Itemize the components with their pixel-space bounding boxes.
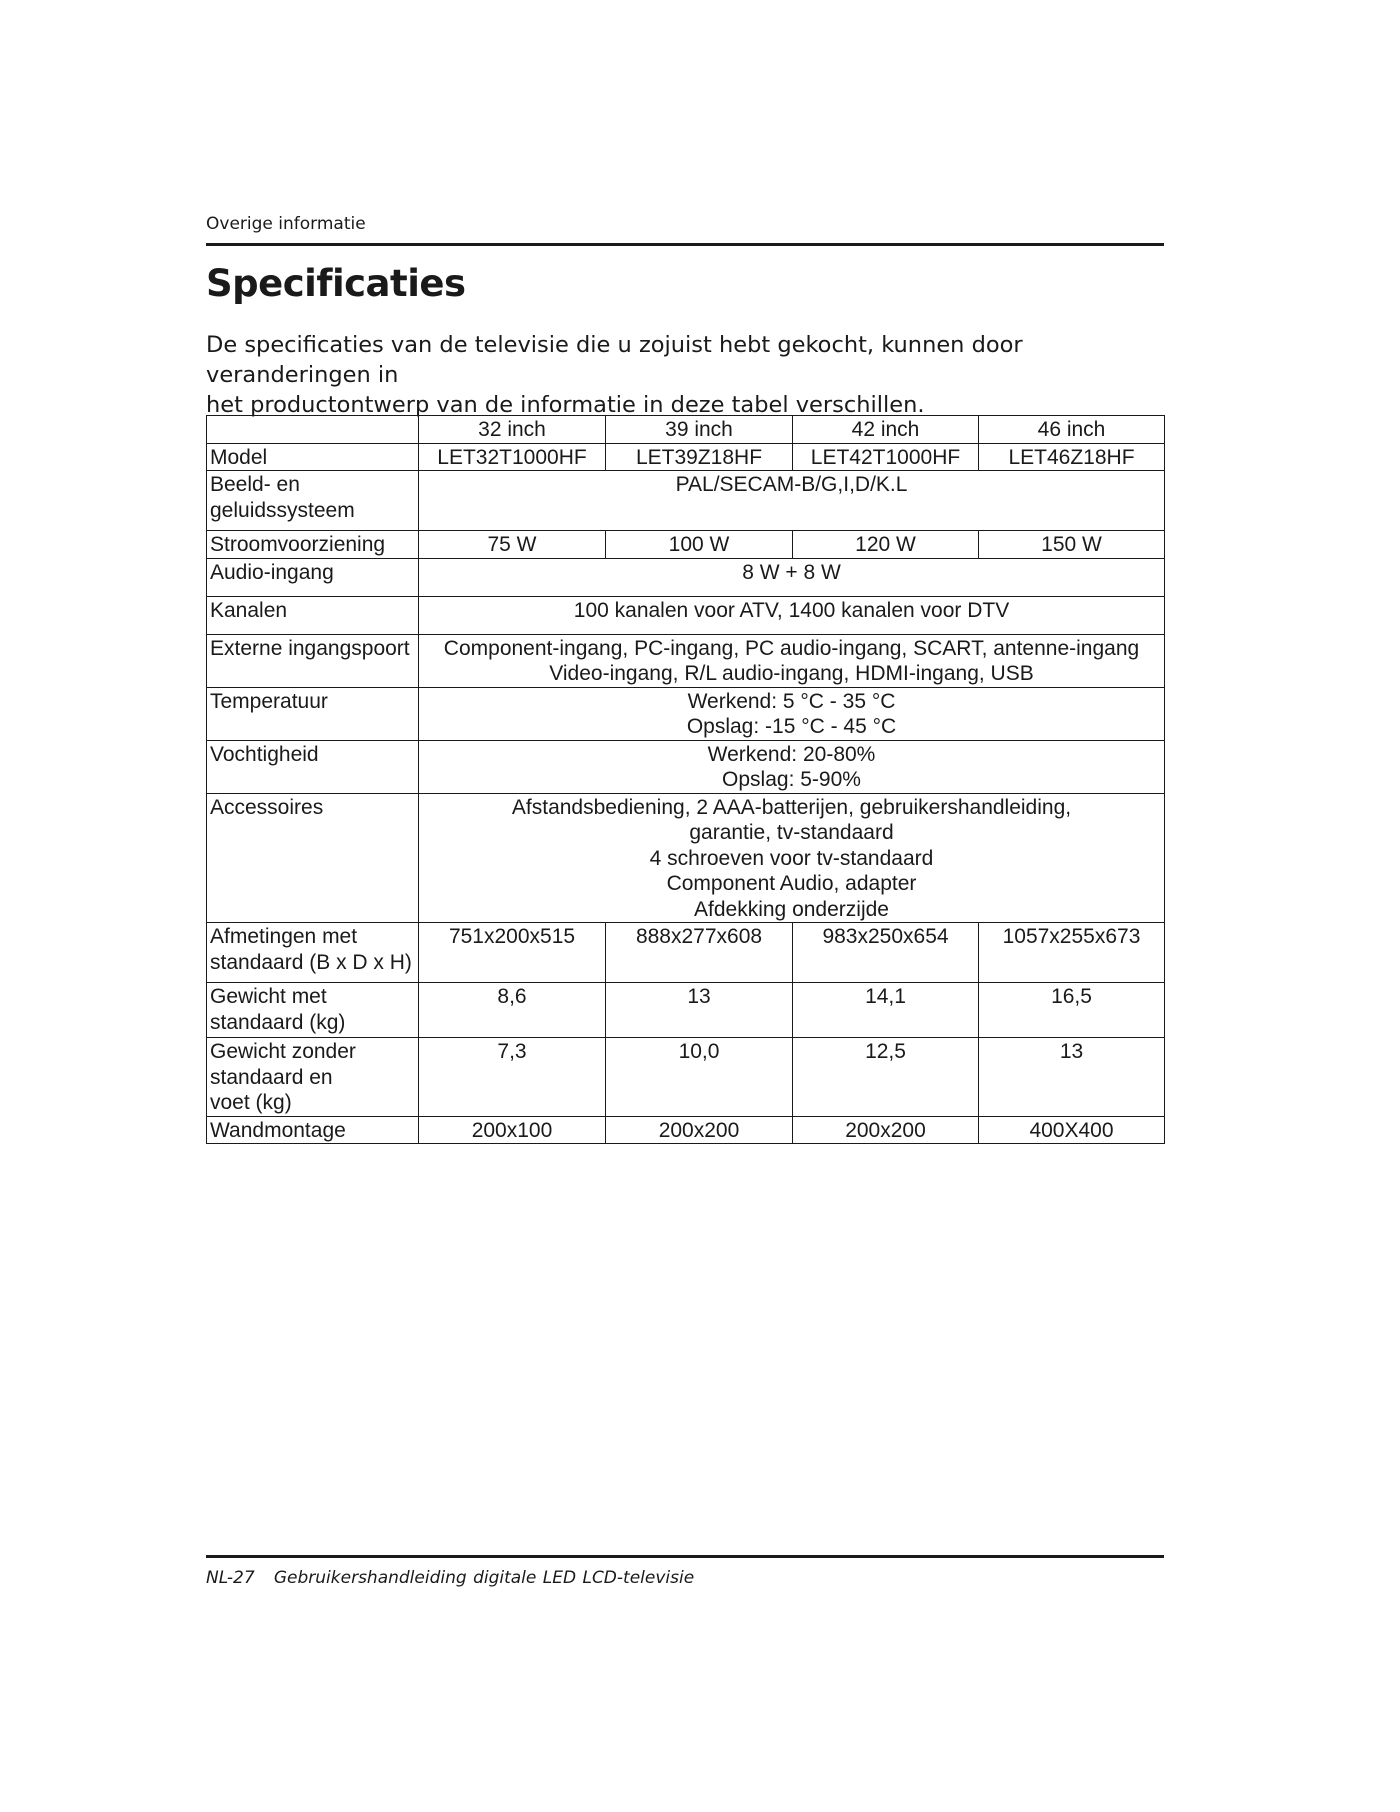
row-label: Model	[207, 443, 419, 471]
row-label: Temperatuur	[207, 687, 419, 740]
power-value: 100 W	[606, 531, 793, 559]
ports-value	[419, 634, 1165, 687]
row-label	[207, 923, 419, 983]
table-row-accessories	[207, 793, 1165, 923]
table-row-power	[207, 531, 1165, 559]
row-label-line: Beeld- en	[210, 473, 300, 496]
section-label: Overige informatie	[206, 214, 366, 234]
table-row-ports	[207, 634, 1165, 687]
weight-no-stand-value: 7,3	[419, 1038, 606, 1117]
row-label: Stroomvoorziening	[207, 531, 419, 559]
row-label-line: standaard en	[210, 1065, 333, 1089]
weight-no-stand-value: 10,0	[606, 1038, 793, 1117]
size-header: 32 inch	[419, 416, 606, 444]
weight-stand-value: 13	[606, 983, 793, 1038]
power-value: 120 W	[793, 531, 979, 559]
size-header: 46 inch	[979, 416, 1165, 444]
table-row-dimensions	[207, 923, 1165, 983]
size-header: 39 inch	[606, 416, 793, 444]
power-value: 150 W	[979, 531, 1165, 559]
table-corner-cell	[207, 416, 419, 444]
dimensions-value: 1057x255x673	[979, 923, 1165, 983]
audio-value: 8 W + 8 W	[419, 558, 1165, 596]
page-number: NL-27	[206, 1568, 255, 1588]
accessories-line: Afstandsbediening, 2 AAA-batterijen, gebruikershandleiding,	[511, 795, 1072, 819]
row-label	[207, 471, 419, 531]
intro-line: het productontwerp van de informatie in deze tabel verschillen.	[206, 392, 925, 418]
table-row-temperature	[207, 687, 1165, 740]
wall-mount-value: 200x200	[606, 1116, 793, 1144]
dimensions-value: 751x200x515	[419, 923, 606, 983]
row-label: Externe ingangspoort	[207, 634, 419, 687]
page-footer	[206, 1568, 694, 1588]
dimensions-value: 983x250x654	[793, 923, 979, 983]
row-label-line: geluidssysteem	[210, 498, 355, 522]
weight-no-stand-value: 13	[979, 1038, 1165, 1117]
humidity-line: Opslag: 5-90%	[722, 768, 861, 791]
row-label-line: standaard (B x D x H)	[210, 950, 412, 974]
table-row-weight-stand	[207, 983, 1165, 1038]
wall-mount-value: 200x100	[419, 1116, 606, 1144]
row-label-line: Gewicht met	[210, 985, 327, 1008]
table-row-wall-mount	[207, 1116, 1165, 1144]
size-header: 42 inch	[793, 416, 979, 444]
temperature-line: Werkend: 5 °C - 35 °C	[687, 689, 896, 713]
footer-rule	[206, 1555, 1164, 1558]
row-label: Accessoires	[207, 793, 419, 923]
model-value: LET39Z18HF	[606, 443, 793, 471]
system-value: PAL/SECAM-B/G,I,D/K.L	[419, 471, 1165, 531]
table-row-humidity	[207, 740, 1165, 793]
row-label-line: standaard (kg)	[210, 1010, 346, 1034]
header-rule	[206, 243, 1164, 246]
humidity-value	[419, 740, 1165, 793]
weight-stand-value: 8,6	[419, 983, 606, 1038]
table-row-channels	[207, 596, 1165, 634]
manual-title: Gebruikershandleiding digitale LED LCD-televisie	[273, 1568, 695, 1588]
table-row-system	[207, 471, 1165, 531]
model-value: LET32T1000HF	[419, 443, 606, 471]
model-value: LET46Z18HF	[979, 443, 1165, 471]
channels-value: 100 kanalen voor ATV, 1400 kanalen voor DTV	[419, 596, 1165, 634]
page-title: Specificaties	[206, 262, 466, 305]
row-label: Wandmontage	[207, 1116, 419, 1144]
accessories-line: Component Audio, adapter	[666, 872, 917, 895]
accessories-line: garantie, tv-standaard	[689, 821, 894, 844]
accessories-value	[419, 793, 1165, 923]
weight-stand-value: 16,5	[979, 983, 1165, 1038]
intro-line: De specificaties van de televisie die u zojuist hebt gekocht, kunnen door veranderingen in	[206, 332, 1023, 388]
row-label-line: voet (kg)	[210, 1091, 292, 1114]
row-label	[207, 983, 419, 1038]
weight-stand-value: 14,1	[793, 983, 979, 1038]
temperature-line: Opslag: -15 °C - 45 °C	[686, 715, 897, 738]
ports-line: Component-ingang, PC-ingang, PC audio-ingang, SCART, antenne-ingang	[443, 636, 1140, 660]
table-row-audio	[207, 558, 1165, 596]
table-row-model	[207, 443, 1165, 471]
row-label-line: Afmetingen met	[210, 925, 358, 948]
row-label: Audio-ingang	[207, 558, 419, 596]
row-label: Vochtigheid	[207, 740, 419, 793]
ports-line: Video-ingang, R/L audio-ingang, HDMI-ingang, USB	[549, 662, 1034, 685]
model-value: LET42T1000HF	[793, 443, 979, 471]
power-value: 75 W	[419, 531, 606, 559]
accessories-line: 4 schroeven voor tv-standaard	[649, 846, 934, 870]
dimensions-value: 888x277x608	[606, 923, 793, 983]
row-label: Kanalen	[207, 596, 419, 634]
temperature-value	[419, 687, 1165, 740]
table-row-weight-no-stand	[207, 1038, 1165, 1117]
accessories-line: Afdekking onderzijde	[694, 897, 889, 921]
row-label-line: Gewicht zonder	[210, 1040, 356, 1063]
table-row-sizes	[207, 416, 1165, 444]
intro-paragraph	[206, 330, 1176, 420]
spec-table	[206, 415, 1165, 1144]
weight-no-stand-value: 12,5	[793, 1038, 979, 1117]
humidity-line: Werkend: 20-80%	[707, 742, 876, 766]
wall-mount-value: 200x200	[793, 1116, 979, 1144]
row-label	[207, 1038, 419, 1117]
wall-mount-value: 400X400	[979, 1116, 1165, 1144]
